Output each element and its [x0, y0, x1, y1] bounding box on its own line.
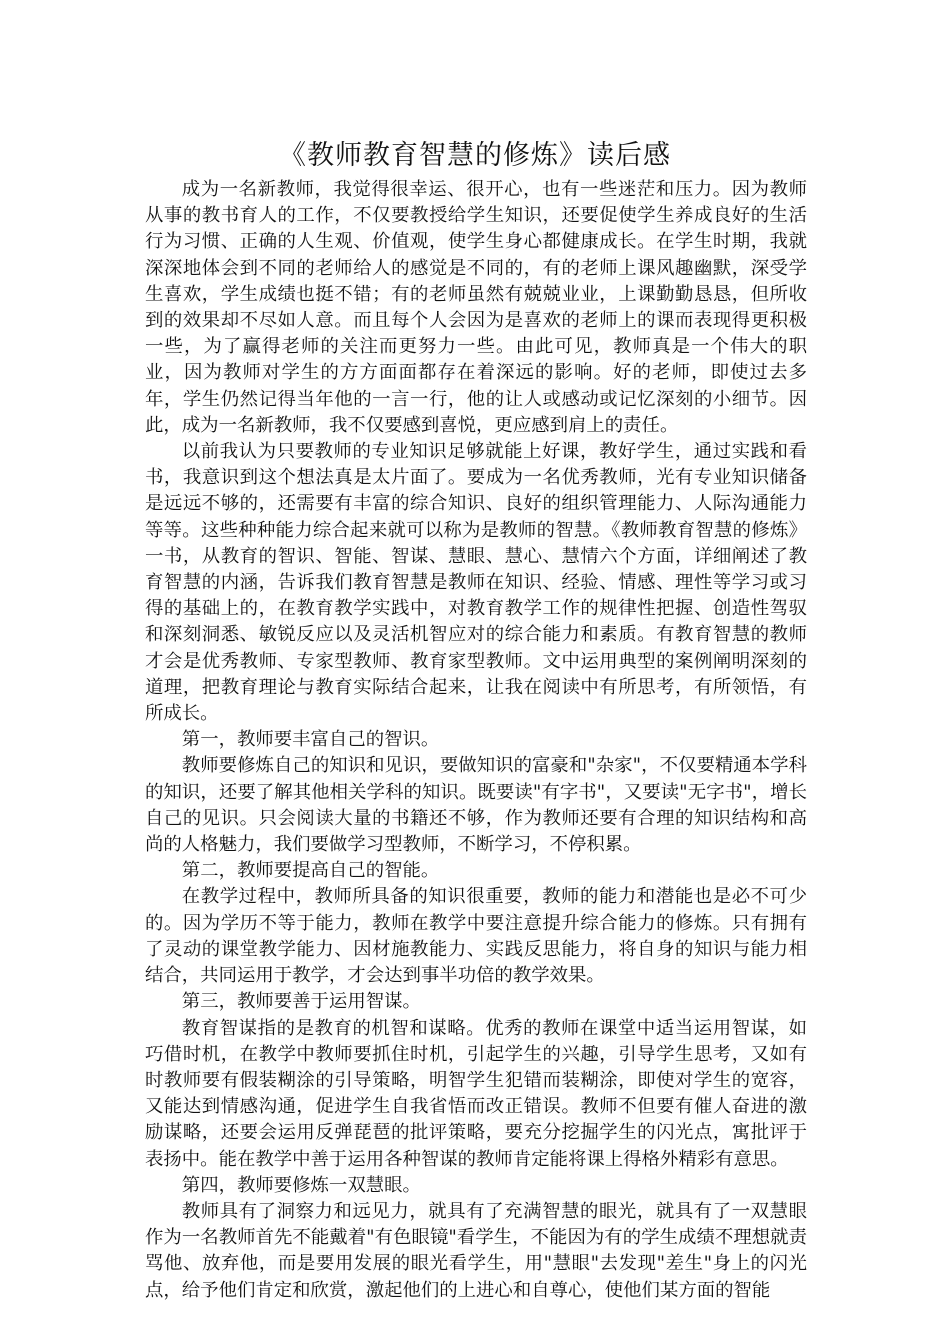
- document-title: 《教师教育智慧的修炼》读后感: [279, 140, 671, 171]
- section-heading-second: 第二，教师要提高自己的智能。: [181, 860, 440, 882]
- document-body: [145, 177, 807, 1304]
- section-heading-fourth: 第四，教师要修炼一双慧眼。: [181, 1174, 421, 1196]
- paragraph-book-overview: 以前我认为只要教师的专业知识足够就能上好课，教好学生，通过实践和看书，我意识到这个想法真是太片面了。要成为一名优秀教师，光有专业知识储备是远远不够的，还需要有丰富的综合知识、良好的组织管理能力、人际沟通能力等等。这些种种能力综合起来就可以称为是教师的智慧。《教师教育智慧的修炼》一书，从教育的智识、智能、智谋、慧眼、慧心、慧情六个方面，详细阐述了教育智慧的内涵，告诉我们教育智慧是教师在知识、经验、情感、理性等学习或习得的基础上的，在教育教学实践中，对教育教学工作的规律性把握、创造性驾驭和深刻洞悉、敏锐反应以及灵活机智应对的综合能力和素质。有教育智慧的教师才会是优秀教师、专家型教师、教育家型教师。文中运用典型的案例阐明深刻的道理，把教育理论与教育实际结合起来，让我在阅读中有所思考，有所领悟，有所成长。: [145, 441, 807, 725]
- section-heading-third: 第三，教师要善于运用智谋。: [181, 991, 421, 1013]
- paragraph-fourth: 教师具有了洞察力和远见力，就具有了充满智慧的眼光，就具有了一双慧眼作为一名教师首先不能戴着"有色眼镜"看学生，不能因为有的学生成绩不理想就责骂他、放弃他，而是要用发展的眼光看学生，用"慧眼"去发现"差生"身上的闪光点，给予他们肯定和欣赏，激起他们的上进心和自尊心，使他们某方面的智能: [145, 1200, 807, 1301]
- paragraph-intro: 成为一名新教师，我觉得很幸运、很开心，也有一些迷茫和压力。因为教师从事的教书育人的工作，不仅要教授给学生知识，还要促使学生养成良好的生活行为习惯、正确的人生观、价值观，使学生身心都健康成长。在学生时期，我就深深地体会到不同的老师给人的感觉是不同的，有的老师上课风趣幽默，深受学生喜欢，学生成绩也挺不错；有的老师虽然有兢兢业业，上课勤勤恳恳，但所收到的效果却不尽如人意。而且每个人会因为是喜欢的老师上的课而表现得更积极一些，为了赢得老师的关注而更努力一些。由此可见，教师真是一个伟大的职业，因为教师对学生的方方面面都存在着深远的影响。好的老师，即使过去多年，学生仍然记得当年他的一言一行，他的让人或感动或记忆深刻的小细节。因此，成为一名新教师，我不仅要感到喜悦，更应感到肩上的责任。: [145, 179, 807, 436]
- section-heading-first: 第一，教师要丰富自己的智识。: [181, 729, 440, 751]
- paragraph-third: 教育智谋指的是教育的机智和谋略。优秀的教师在课堂中适当运用智谋，如巧借时机，在教学中教师要抓住时机，引起学生的兴趣，引导学生思考，又如有时教师要有假装糊涂的引导策略，明智学生犯错而装糊涂，即使对学生的宽容，又能达到情感沟通，促进学生自我省悟而改正错误。教师不但要有催人奋进的激励谋略，还要会运用反弹琵琶的批评策略，要充分挖掘学生的闪光点，寓批评于表扬中。能在教学中善于运用各种智谋的教师肯定能将课上得格外精彩有意思。: [145, 1017, 807, 1170]
- paragraph-second: 在教学过程中，教师所具备的知识很重要，教师的能力和潜能也是必不可少的。因为学历不等于能力，教师在教学中要注意提升综合能力的修炼。只有拥有了灵动的课堂教学能力、因材施教能力、实践反思能力，将自身的知识与能力相结合，共同运用于教学，才会达到事半功倍的教学效果。: [145, 886, 807, 987]
- paragraph-first: 教师要修炼自己的知识和见识，要做知识的富豪和"杂家"，不仅要精通本学科的知识，还要了解其他相关学科的知识。既要读"有字书"，又要读"无字书"，增长自己的见识。只会阅读大量的书籍还不够，作为教师还要有合理的知识结构和高尚的人格魅力，我们要做学习型教师，不断学习，不停积累。: [145, 755, 807, 856]
